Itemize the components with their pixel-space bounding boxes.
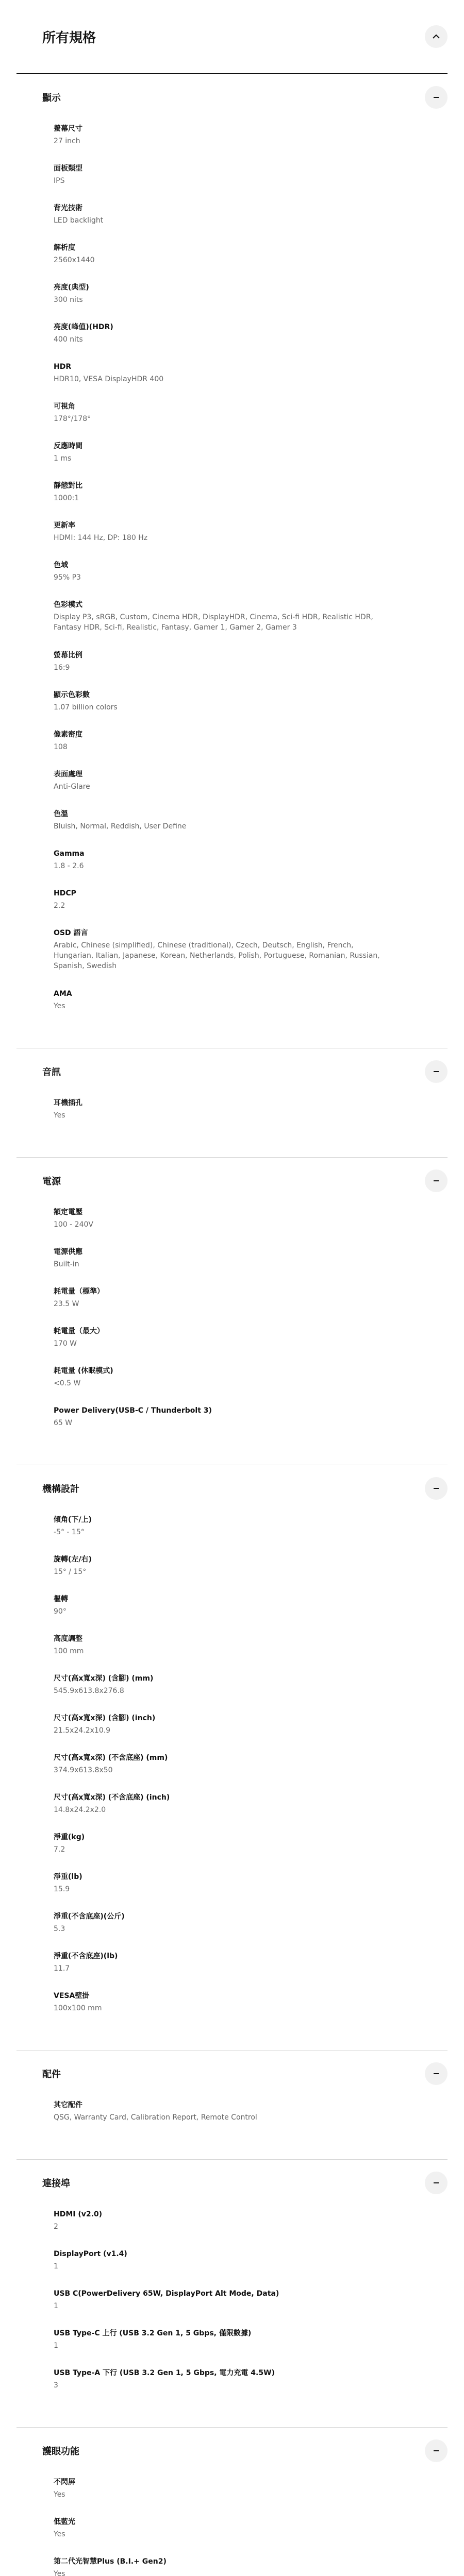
spec-value: 545.9x613.8x276.8 <box>54 1687 124 1695</box>
spec-label: 旋轉(左/右) <box>54 1555 92 1564</box>
spec-label: 尺寸(高x寬x深) (含腳) (mm) <box>54 1674 154 1683</box>
spec-label: OSD 語言 <box>54 929 88 937</box>
spec-item <box>54 766 448 806</box>
spec-value: 108 <box>54 743 68 751</box>
minus-icon <box>433 1068 440 1075</box>
spec-item <box>54 1670 448 1710</box>
spec-value: 100 mm <box>54 1647 84 1655</box>
spec-item <box>54 1948 448 1988</box>
section-collapse-button[interactable] <box>425 86 448 109</box>
spec-item <box>54 2365 448 2404</box>
spec-section <box>16 2050 448 2160</box>
spec-item <box>54 2474 448 2514</box>
spec-sections <box>16 74 448 2576</box>
spec-item <box>54 240 448 279</box>
spec-value: Anti-Glare <box>54 783 90 791</box>
spec-label: 耳機插孔 <box>54 1099 82 1107</box>
spec-label: 背光技術 <box>54 204 82 212</box>
section-collapse-button[interactable] <box>425 2439 448 2462</box>
spec-item <box>54 1244 448 1283</box>
spec-label: 高度調整 <box>54 1635 82 1643</box>
spec-list <box>16 2474 448 2576</box>
spec-value: 2.2 <box>54 902 65 910</box>
section-collapse-button[interactable] <box>425 1477 448 1500</box>
spec-value: 15.9 <box>54 1885 70 1893</box>
spec-label: 電源供應 <box>54 1248 82 1256</box>
spec-value: 1.07 billion colors <box>54 703 118 711</box>
section-collapse-button[interactable] <box>425 2062 448 2085</box>
spec-label: 像素密度 <box>54 731 82 739</box>
spec-value: 27 inch <box>54 137 80 145</box>
spec-item <box>54 359 448 398</box>
spec-value: Yes <box>54 2570 65 2576</box>
spec-label: 尺寸(高x寬x深) (不含底座) (mm) <box>54 1754 168 1762</box>
spec-item <box>54 647 448 687</box>
spec-value: Arabic, Chinese (simplified), Chinese (traditional), Czech, Deutsch, English, French, Hungarian, Italian, Japanese, Korean, Netherlands, Polish, Portuguese, Romanian, Russian, Spanish, Swedish <box>54 941 380 970</box>
spec-value: IPS <box>54 177 65 185</box>
spec-value: 1 ms <box>54 454 72 463</box>
minus-icon <box>433 2070 440 2077</box>
spec-label: 第二代光智慧Plus (B.I.+ Gen2) <box>54 2557 167 2566</box>
spec-label: Gamma <box>54 850 85 858</box>
spec-label: 解析度 <box>54 244 75 252</box>
spec-section <box>16 1048 448 1158</box>
spec-label: AMA <box>54 990 72 998</box>
spec-item <box>54 319 448 359</box>
spec-item <box>54 438 448 478</box>
spec-label: 耗電量 (休眠模式) <box>54 1367 113 1375</box>
spec-value: Yes <box>54 1111 65 1120</box>
spec-item <box>54 2285 448 2325</box>
spec-value: Built-in <box>54 1260 79 1268</box>
spec-value: 7.2 <box>54 1845 65 1854</box>
spec-section <box>16 74 448 1048</box>
spec-value: 300 nits <box>54 296 83 304</box>
spec-value: 100 - 240V <box>54 1221 93 1229</box>
spec-list <box>16 121 448 1025</box>
spec-list <box>16 1204 448 1442</box>
spec-item <box>54 478 448 517</box>
spec-label: VESA壁掛 <box>54 1992 90 2000</box>
section-title: 電源 <box>42 1176 61 1187</box>
spec-section <box>16 1465 448 2050</box>
spec-label: 尺寸(高x寬x深) (含腳) (inch) <box>54 1714 156 1722</box>
spec-item <box>54 925 448 986</box>
spec-label: DisplayPort (v1.4) <box>54 2250 127 2258</box>
spec-value: 374.9x613.8x50 <box>54 1766 113 1774</box>
spec-item <box>54 200 448 240</box>
spec-value: Yes <box>54 2530 65 2538</box>
spec-label: USB C(PowerDelivery 65W, DisplayPort Alt Mode, Data) <box>54 2290 279 2298</box>
spec-value: 1 <box>54 2262 58 2270</box>
spec-item <box>54 2514 448 2553</box>
spec-label: 不閃屏 <box>54 2478 75 2486</box>
spec-list <box>16 1512 448 2027</box>
spec-item <box>54 1710 448 1750</box>
spec-item <box>54 1789 448 1829</box>
spec-value: 3 <box>54 2381 58 2389</box>
spec-section <box>16 1158 448 1465</box>
spec-label: 淨重(不含底座)(lb) <box>54 1952 118 1960</box>
spec-label: 傾角(下/上) <box>54 1516 92 1524</box>
section-title: 配件 <box>42 2069 61 2080</box>
spec-item <box>54 2553 448 2576</box>
spec-item <box>54 1363 448 1402</box>
page-title: 所有規格 <box>42 30 96 46</box>
chevron-up-icon <box>432 34 440 39</box>
section-collapse-button[interactable] <box>425 1170 448 1192</box>
section-title: 機構設計 <box>42 1484 79 1495</box>
section-title: 護眼功能 <box>42 2446 79 2457</box>
spec-item <box>54 517 448 557</box>
spec-item <box>54 1551 448 1591</box>
spec-value: 2560x1440 <box>54 256 95 264</box>
spec-item <box>54 687 448 726</box>
spec-item <box>54 2246 448 2285</box>
spec-item <box>54 1908 448 1948</box>
spec-item <box>54 557 448 597</box>
spec-label: HDCP <box>54 889 76 897</box>
spec-item <box>54 885 448 925</box>
spec-label: HDR <box>54 363 72 371</box>
spec-label: 可視角 <box>54 402 75 411</box>
spec-value: 1000:1 <box>54 494 79 502</box>
section-title: 音訊 <box>42 1067 61 1078</box>
spec-label: 額定電壓 <box>54 1208 82 1216</box>
spec-item <box>54 2206 448 2246</box>
spec-label: USB Type-A 下行 (USB 3.2 Gen 1, 5 Gbps, 電力充電 4.5W) <box>54 2369 275 2377</box>
spec-value: 1.8 - 2.6 <box>54 862 84 870</box>
spec-label: 色域 <box>54 561 68 569</box>
section-header[interactable] <box>16 1465 448 1512</box>
section-title: 顯示 <box>42 93 61 104</box>
section-header[interactable] <box>16 1048 448 1095</box>
spec-label: 靜態對比 <box>54 482 82 490</box>
spec-label: 耗電量（標準） <box>54 1287 104 1296</box>
spec-label: 樞轉 <box>54 1595 68 1603</box>
spec-label: USB Type-C 上行 (USB 3.2 Gen 1, 5 Gbps, 僅限數據) <box>54 2329 252 2337</box>
spec-item <box>54 1829 448 1869</box>
spec-list <box>16 2206 448 2404</box>
spec-value: LED backlight <box>54 216 104 225</box>
minus-icon <box>433 2179 440 2187</box>
spec-value: 95% P3 <box>54 573 81 582</box>
spec-label: 表面處理 <box>54 770 82 778</box>
spec-value: 23.5 W <box>54 1300 79 1308</box>
spec-label: 耗電量（最大） <box>54 1327 104 1335</box>
minus-icon <box>433 94 440 101</box>
spec-value: HDMI: 144 Hz, DP: 180 Hz <box>54 534 148 542</box>
spec-item <box>54 1095 448 1134</box>
spec-value: -5° - 15° <box>54 1528 85 1536</box>
section-header[interactable] <box>16 1158 448 1204</box>
spec-item <box>54 279 448 319</box>
spec-label: 亮度(典型) <box>54 283 89 292</box>
spec-label: HDMI (v2.0) <box>54 2210 103 2218</box>
spec-item <box>54 2325 448 2365</box>
spec-value: QSG, Warranty Card, Calibration Report, Remote Control <box>54 2113 257 2122</box>
section-header[interactable] <box>16 74 448 121</box>
spec-item <box>54 1631 448 1670</box>
spec-value: 65 W <box>54 1419 73 1427</box>
section-collapse-button[interactable] <box>425 1060 448 1083</box>
section-header[interactable] <box>16 2160 448 2206</box>
spec-label: 其它配件 <box>54 2101 82 2109</box>
spec-value: 1 <box>54 2302 58 2310</box>
minus-icon <box>433 1177 440 1184</box>
spec-item <box>54 160 448 200</box>
spec-label: 低藍光 <box>54 2518 75 2526</box>
section-header[interactable] <box>16 2050 448 2097</box>
section-title: 連接埠 <box>42 2178 70 2189</box>
section-collapse-button[interactable] <box>425 2172 448 2194</box>
spec-value: 1 <box>54 2342 58 2350</box>
spec-label: 淨重(不含底座)(公斤) <box>54 1912 125 1921</box>
spec-item <box>54 1204 448 1244</box>
spec-value: 15° / 15° <box>54 1568 87 1576</box>
spec-value: 5.3 <box>54 1925 65 1933</box>
spec-value: 170 W <box>54 1340 77 1348</box>
minus-icon <box>433 1485 440 1492</box>
spec-value: Display P3, sRGB, Custom, Cinema HDR, DisplayHDR, Cinema, Sci-fi HDR, Realistic HDR, Fantasy HDR, Sci-fi, Realistic, Fantasy, Gamer 1, Gamer 2, Gamer 3 <box>54 613 373 632</box>
spec-value: <0.5 W <box>54 1379 81 1387</box>
spec-item <box>54 1988 448 2027</box>
spec-value: 178°/178° <box>54 415 91 423</box>
spec-label: 尺寸(高x寬x深) (不含底座) (inch) <box>54 1793 170 1802</box>
spec-item <box>54 726 448 766</box>
spec-item <box>54 2097 448 2137</box>
spec-value: 90° <box>54 1607 67 1616</box>
spec-value: Yes <box>54 1002 65 1010</box>
spec-item <box>54 986 448 1025</box>
spec-item <box>54 121 448 160</box>
spec-section <box>16 2428 448 2576</box>
spec-item <box>54 1512 448 1551</box>
spec-value: Yes <box>54 2490 65 2499</box>
minus-icon <box>433 2447 440 2454</box>
spec-item <box>54 1402 448 1442</box>
spec-value: 2 <box>54 2223 58 2231</box>
spec-label: 螢幕比例 <box>54 651 82 659</box>
spec-item <box>54 1283 448 1323</box>
spec-value: 16:9 <box>54 664 70 672</box>
spec-item <box>54 1869 448 1908</box>
spec-section <box>16 2160 448 2428</box>
spec-item <box>54 597 448 647</box>
spec-item <box>54 1591 448 1631</box>
spec-label: 淨重(lb) <box>54 1873 82 1881</box>
spec-label: 色溫 <box>54 810 68 818</box>
spec-item <box>54 845 448 885</box>
spec-item <box>54 806 448 845</box>
spec-label: 反應時間 <box>54 442 82 450</box>
spec-value: Bluish, Normal, Reddish, User Define <box>54 822 187 831</box>
spec-value: 21.5x24.2x10.9 <box>54 1726 111 1735</box>
spec-label: Power Delivery(USB-C / Thunderbolt 3) <box>54 1406 212 1415</box>
spec-label: 淨重(kg) <box>54 1833 85 1841</box>
section-header[interactable] <box>16 2428 448 2474</box>
spec-label: 顯示色彩數 <box>54 691 90 699</box>
spec-item <box>54 1323 448 1363</box>
spec-list <box>16 1095 448 1134</box>
spec-value: 100x100 mm <box>54 2004 102 2012</box>
spec-item <box>54 398 448 438</box>
spec-label: 色彩模式 <box>54 601 82 609</box>
spec-value: HDR10, VESA DisplayHDR 400 <box>54 375 164 383</box>
spec-list <box>16 2097 448 2137</box>
collapse-all-button[interactable] <box>425 25 448 48</box>
spec-label: 螢幕尺寸 <box>54 125 82 133</box>
spec-value: 14.8x24.2x2.0 <box>54 1806 106 1814</box>
spec-label: 更新率 <box>54 521 75 530</box>
spec-item <box>54 1750 448 1789</box>
all-specs-header[interactable] <box>16 0 448 74</box>
spec-label: 亮度(峰值)(HDR) <box>54 323 113 331</box>
spec-label: 面板類型 <box>54 164 82 173</box>
spec-value: 11.7 <box>54 1964 70 1973</box>
spec-value: 400 nits <box>54 335 83 344</box>
